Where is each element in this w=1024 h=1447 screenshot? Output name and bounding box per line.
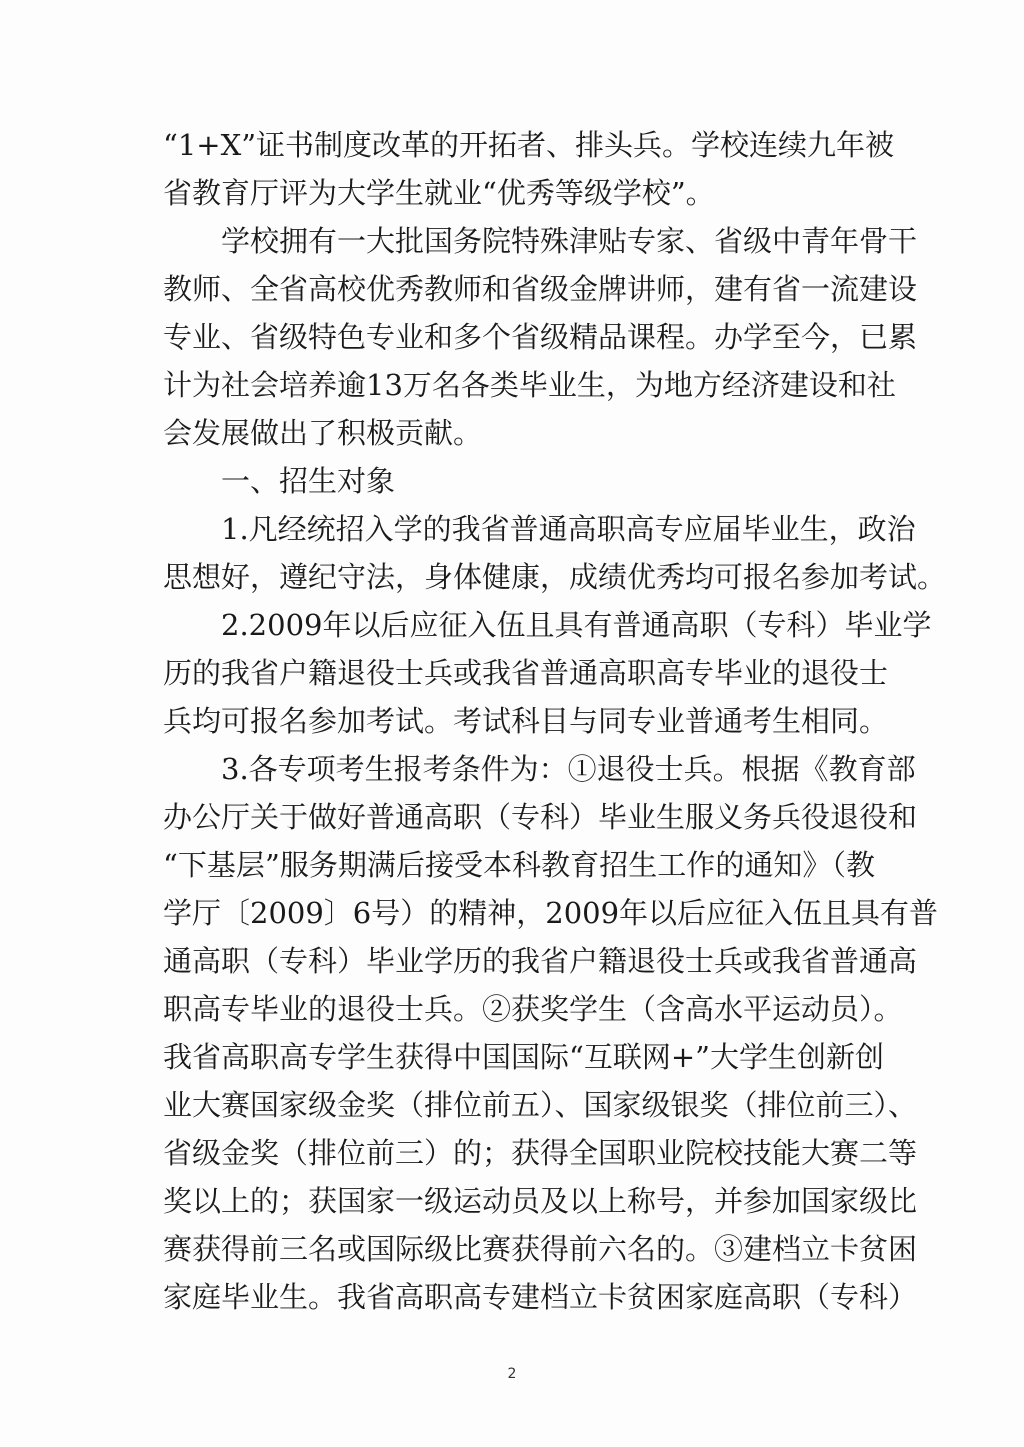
document-body [163, 121, 947, 1321]
body-line: 2.2009年以后应征入伍且具有普通高职（专科）毕业学 [221, 608, 932, 642]
body-line: 赛获得前三名或国际级比赛获得前六名的。③建档立卡贫困 [163, 1232, 918, 1266]
body-line: 省级金奖（排位前三）的；获得全国职业院校技能大赛二等 [163, 1136, 918, 1170]
body-line: 家庭毕业生。我省高职高专建档立卡贫困家庭高职（专科） [163, 1280, 918, 1314]
body-line: 奖以上的；获国家一级运动员及以上称号，并参加国家级比 [163, 1184, 918, 1218]
body-line: “下基层”服务期满后接受本科教育招生工作的通知》（教 [163, 848, 875, 882]
body-line: 1.凡经统招入学的我省普通高职高专应届毕业生，政治 [221, 512, 916, 546]
body-line: 我省高职高专学生获得中国国际“互联网+”大学生创新创 [163, 1040, 884, 1074]
body-line: 专业、省级特色专业和多个省级精品课程。办学至今，已累 [163, 320, 918, 354]
body-line: 办公厅关于做好普通高职（专科）毕业生服义务兵役退役和 [163, 800, 918, 834]
body-line: 通高职（专科）毕业学历的我省户籍退役士兵或我省普通高 [163, 944, 918, 978]
body-line: 业大赛国家级金奖（排位前五）、国家级银奖（排位前三）、 [163, 1088, 918, 1122]
body-line: 职高专毕业的退役士兵。②获奖学生（含高水平运动员）。 [163, 992, 903, 1026]
body-line: 思想好，遵纪守法，身体健康，成绩优秀均可报名参加考试。 [163, 560, 947, 594]
page-number: 2 [507, 1366, 517, 1382]
body-line: 省教育厅评为大学生就业“优秀等级学校”。 [163, 176, 715, 210]
body-line: 学校拥有一大批国务院特殊津贴专家、省级中青年骨干 [221, 224, 918, 258]
body-line: 历的我省户籍退役士兵或我省普通高职高专毕业的退役士 [163, 656, 889, 690]
section-heading: 一、招生对象 [221, 464, 396, 498]
body-line: “1+X”证书制度改革的开拓者、排头兵。学校连续九年被 [163, 128, 895, 162]
body-line: 3.各专项考生报考条件为：①退役士兵。根据《教育部 [221, 752, 916, 786]
body-line: 教师、全省高校优秀教师和省级金牌讲师，建有省一流建设 [163, 272, 918, 306]
body-line: 计为社会培养逾13万名各类毕业生，为地方经济建设和社 [163, 368, 896, 402]
body-line: 兵均可报名参加考试。考试科目与同专业普通考生相同。 [163, 704, 889, 738]
body-line: 学厅〔2009〕6号）的精神，2009年以后应征入伍且具有普 [163, 896, 939, 930]
body-line: 会发展做出了积极贡献。 [163, 416, 483, 450]
